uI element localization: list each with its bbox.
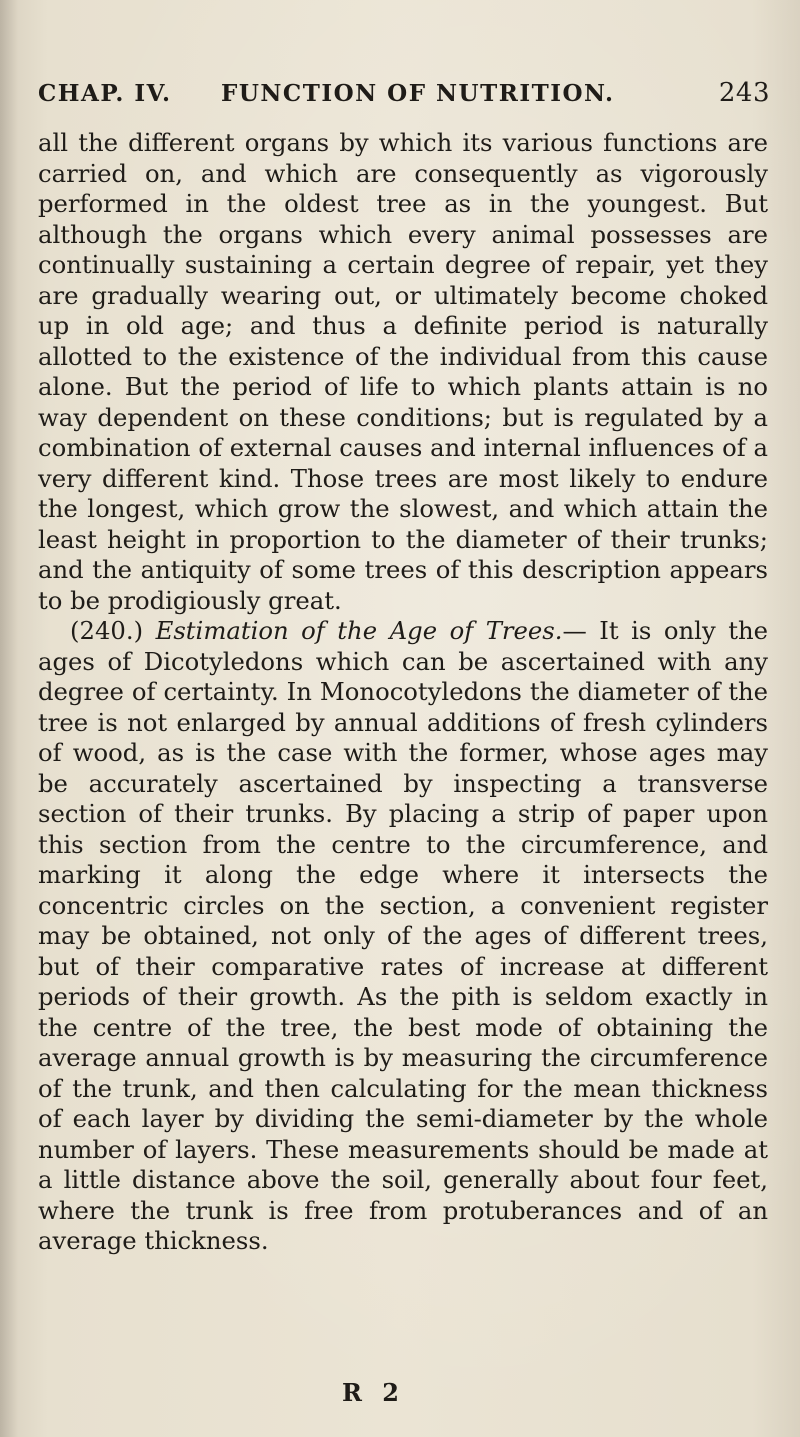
paragraph-continued: all the different organs by which its various functions are carried on, and which are consequently as vigorously performed in the oldest tree as in the youngest. But although the organs which every animal possesses are continually sustaining a certain degree of repair, yet they are gradually wearing out, or ultimately become choked up in old age; and thus a definite period is naturally allotted to the existence of the individual from this cause alone. But the period of life to which plants attain is no way dependent on these conditions; but is regulated by a combination of external causes and internal influences of a very different kind. Those trees are most likely to endure the longest, which grow the slowest, and which attain the least height in proportion to the diameter of their trunks; and the antiquity of some trees of this description appears to be prodigiously great.	[38, 128, 768, 615]
page-number: 243	[718, 78, 770, 108]
section-title: Estimation of the Age of Trees.	[155, 616, 563, 645]
page-edge-shadow	[0, 0, 18, 1437]
running-head	[38, 80, 770, 112]
section-number: (240.)	[70, 616, 144, 645]
chapter-label: CHAP. IV.	[38, 80, 172, 107]
body-text	[38, 128, 768, 1257]
signature-mark: R 2	[342, 1378, 405, 1407]
section-text: — It is only the ages of Dicotyledons which can be ascertained with any degree of certainty. In Monocotyledons the diameter of the tree is not enlarged by annual additions of fresh cylinders of wood, as is the case with the former, whose ages may be accurately ascertained by inspecting a transverse section of their trunks. By placing a strip of paper upon this section from the centre to the circumference, and marking it along the edge where it intersects the concentric circles on the section, a convenient register may be obtained, not only of the ages of different trees, but of their comparative rates of increase at different periods of their growth. As the pith is seldom exactly in the centre of the tree, the best mode of obtaining the average annual growth is by measuring the circumference of the trunk, and then calculating for the mean thickness of each layer by dividing the semi-diameter by the whole number of layers. These measurements should be made at a little distance above the soil, generally about four feet, where the trunk is free from protuberances and of an average thickness.	[38, 616, 768, 1255]
section-240-paragraph	[38, 616, 768, 1257]
running-title: FUNCTION OF NUTRITION.	[221, 80, 615, 107]
